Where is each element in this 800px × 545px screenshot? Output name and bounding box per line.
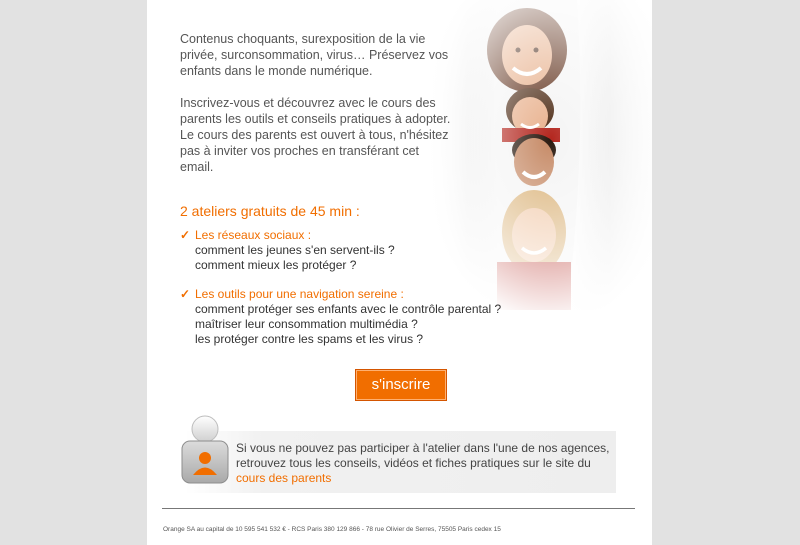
checkmark-icon: ✓ [180,228,191,242]
atelier-block-social [180,228,510,273]
atelier-line: comment les jeunes s'en servent-ils ? [195,243,395,257]
atelier-title: Les outils pour une navigation sereine : [195,287,404,301]
atelier-line: comment protéger ses enfants avec le contrôle parental ? [195,302,502,316]
intro-paragraph-1: Contenus choquants, surexposition de la vie privée, surconsommation, virus… Préservez vos enfants dans le monde numérique. [180,32,449,78]
checkmark-icon: ✓ [180,287,191,301]
atelier-line: les protéger contre les spams et les virus ? [195,332,424,346]
footer-divider [162,508,635,509]
atelier-heading [180,287,510,302]
intro-paragraph-2: Inscrivez-vous et découvrez avec le cours des parents les outils et conseils pratiques à adopter. Le cours des parents est ouvert à tous, n'hésitez pas à inviter vos proches en transférant cet email. [180,96,451,174]
info-box [185,431,616,493]
info-text-block [236,441,611,486]
ateliers-title: 2 ateliers gratuits de 45 min : [180,203,360,219]
user-avatar-icon [181,415,229,485]
cours-des-parents-link[interactable]: cours des parents [236,471,332,485]
atelier-line: comment mieux les protéger ? [195,258,357,272]
email-sheet [147,0,652,545]
atelier-block-tools [180,287,510,347]
atelier-line: maîtriser leur consommation multimédia ? [195,317,418,331]
atelier-heading [180,228,510,243]
atelier-title: Les réseaux sociaux : [195,228,312,242]
info-text: Si vous ne pouvez pas participer à l'atelier dans l'une de nos agences, retrouvez tous les conseils, vidéos et fiches pratiques sur le site du [236,441,610,470]
sinscrire-button[interactable]: s'inscrire [355,369,447,401]
footer-legal: Orange SA au capital de 10 595 541 532 € - RCS Paris 380 129 866 - 78 rue Olivier de Serres, 75505 Paris cedex 15 [163,526,501,533]
